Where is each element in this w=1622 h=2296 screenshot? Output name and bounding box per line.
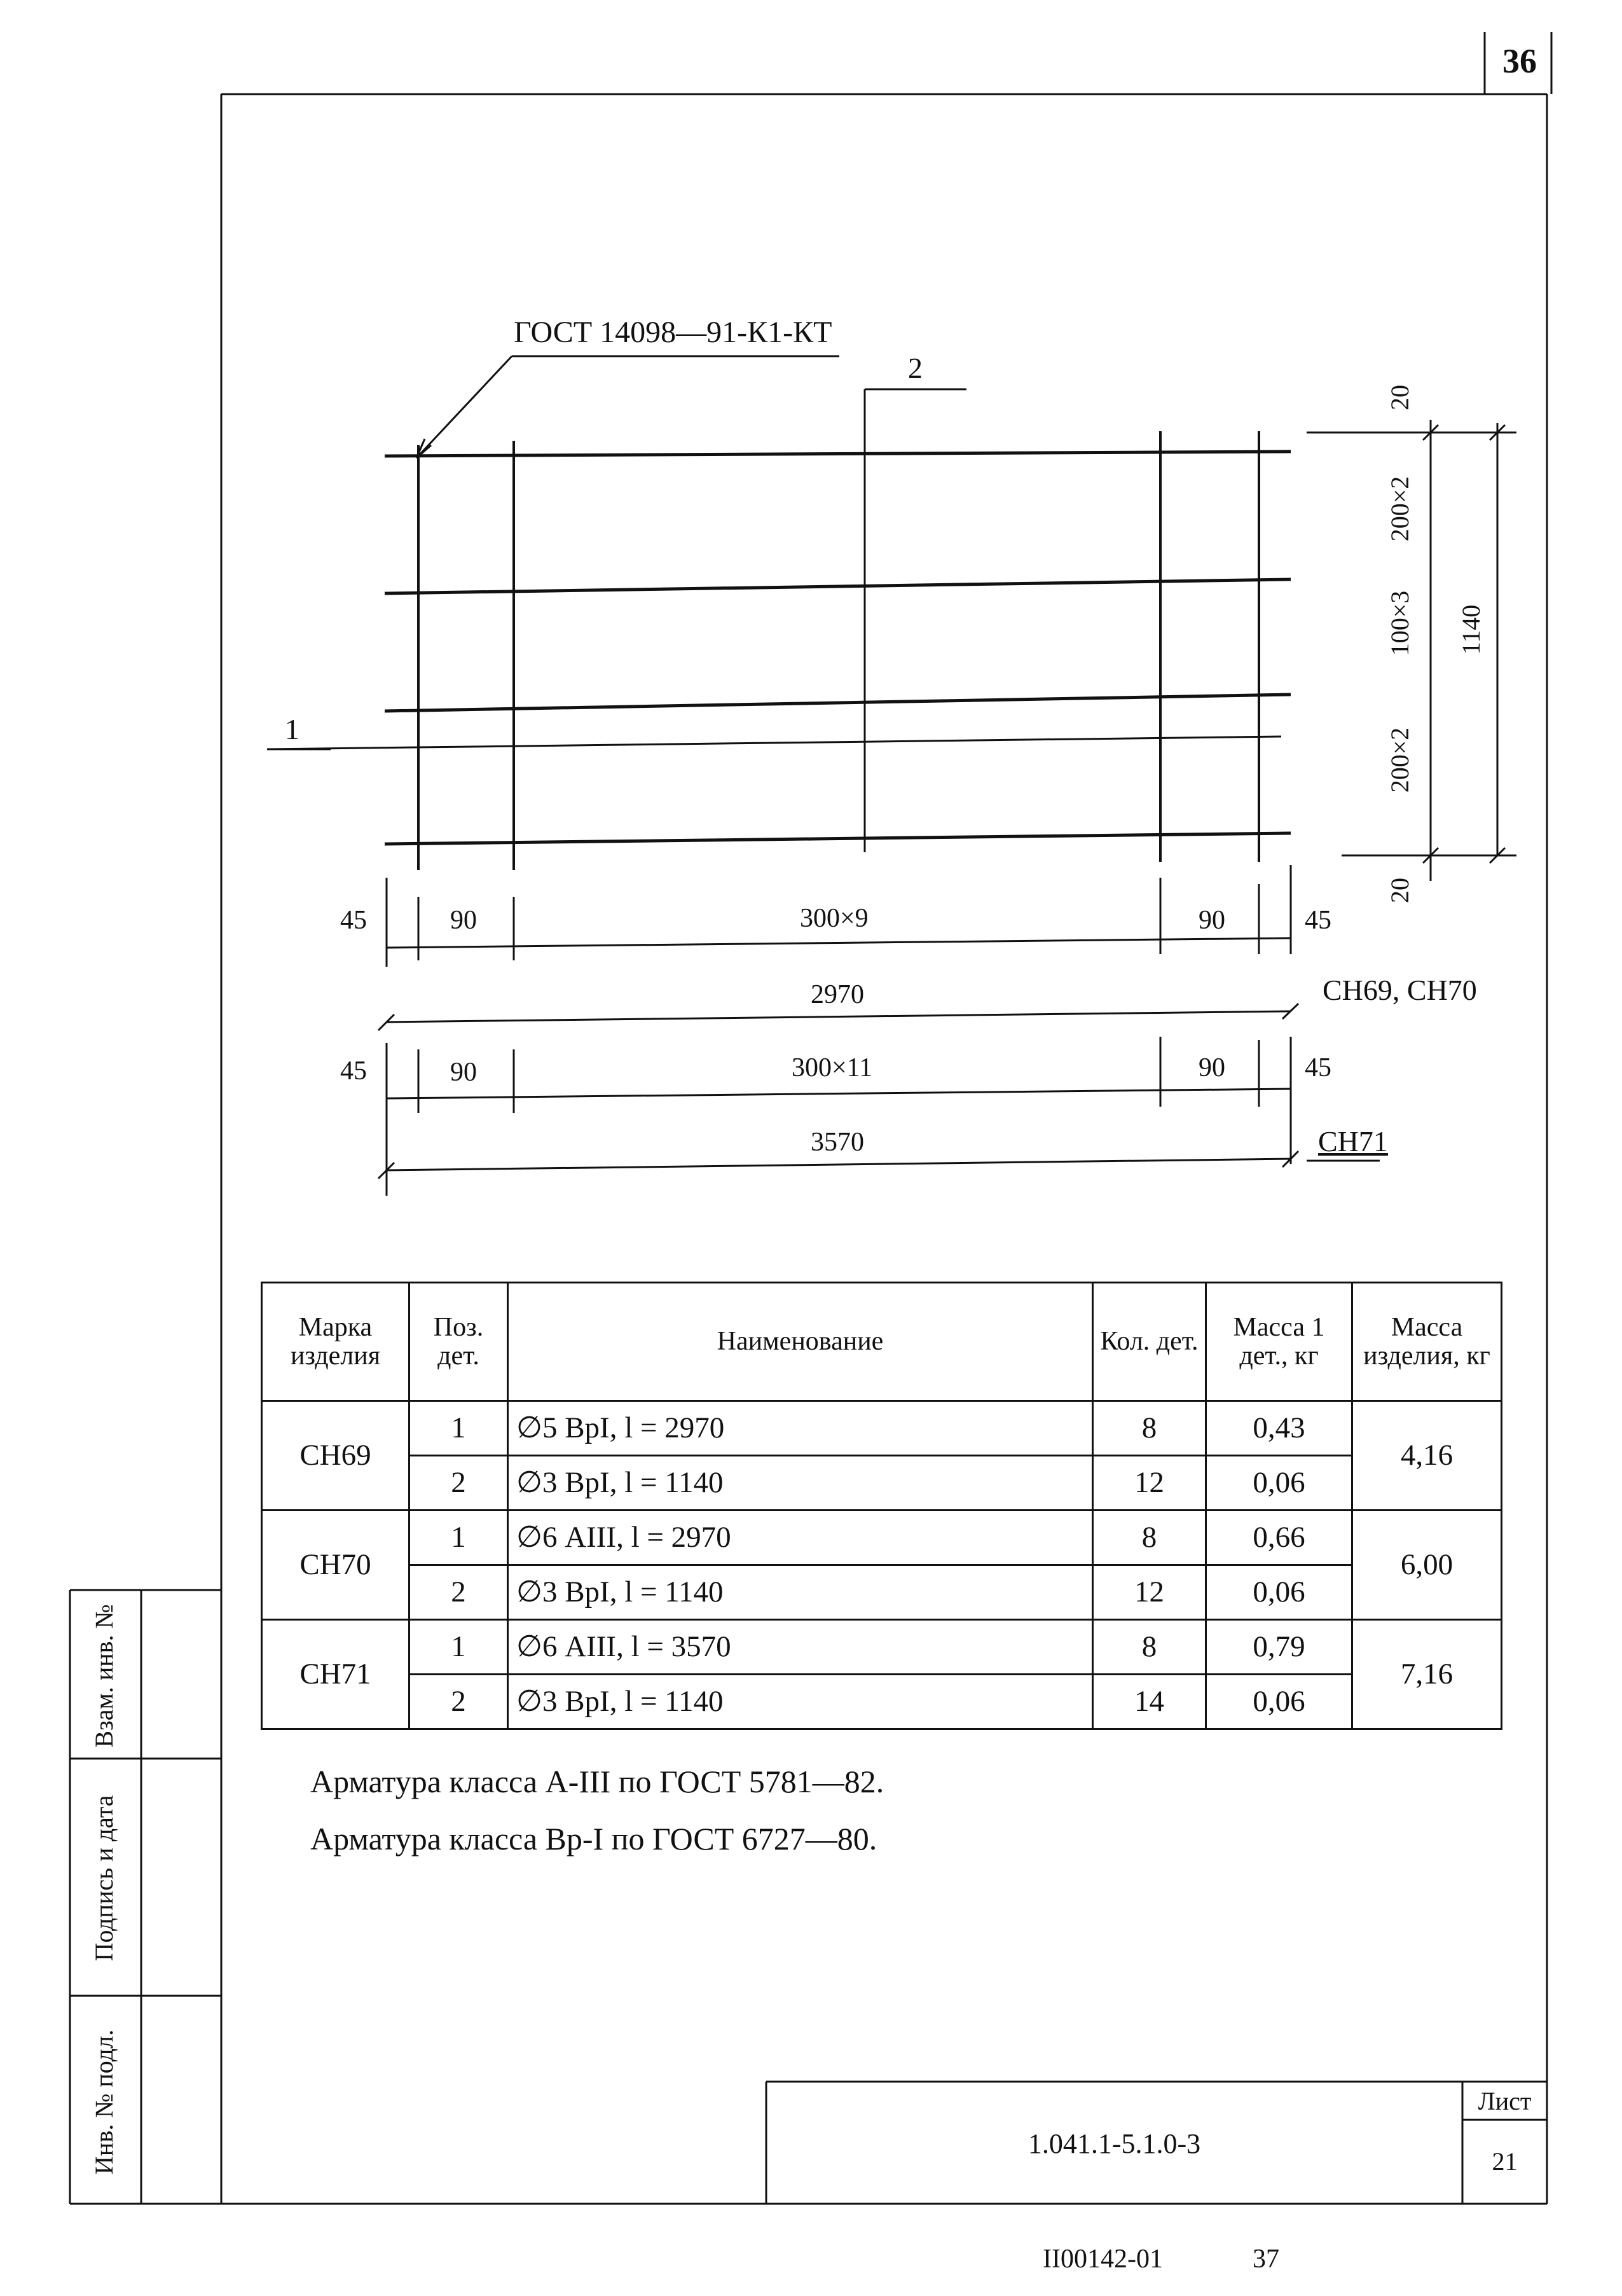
note-class-vr1: Арматура класса Вр-I по ГОСТ 6727—80. [310, 1821, 877, 1857]
table-row [262, 1401, 1502, 1456]
dim-top-edge: 20 [1385, 385, 1414, 410]
cell-quantity: 8 [1093, 1401, 1206, 1456]
note-class-a3: Арматура класса А-III по ГОСТ 5781—82. [310, 1764, 884, 1799]
table-row [262, 1675, 1502, 1729]
cell-mass-item: 4,16 [1352, 1401, 1502, 1511]
dim-middle-spacing: 100×3 [1385, 590, 1414, 656]
dim-bottom-edge: 20 [1385, 878, 1414, 903]
cell-name: ∅5 ВрI, l = 2970 [508, 1401, 1093, 1456]
stamp-inv-original: Инв. № подл. [90, 2030, 118, 2175]
dims-bottom [378, 865, 1380, 1196]
header-mass-item: Масса изделия, кг [1352, 1283, 1502, 1401]
cell-mass-one: 0,43 [1206, 1401, 1352, 1456]
dim-row2-edge-left: 45 [340, 1056, 367, 1086]
sheet-label: Лист [1478, 2087, 1532, 2115]
cell-mass-one: 0,06 [1206, 1456, 1352, 1511]
cell-name: ∅3 ВрI, l = 1140 [508, 1565, 1093, 1620]
table-row [262, 1511, 1502, 1565]
cell-mass-item: 7,16 [1352, 1620, 1502, 1729]
table-header-row [262, 1283, 1502, 1401]
specification-table [261, 1282, 1502, 1730]
header-name: Наименование [508, 1283, 1093, 1401]
dim-row2-marks: СН71 [1318, 1125, 1388, 1158]
cell-name: ∅6 АIII, l = 2970 [508, 1511, 1093, 1565]
cell-mass-item: 6,00 [1352, 1511, 1502, 1620]
cell-mass-one: 0,79 [1206, 1620, 1352, 1675]
header-position: Поз. дет. [409, 1283, 508, 1401]
sheet-number-top: 36 [1502, 42, 1537, 80]
dim-row1-last: 90 [1199, 906, 1225, 935]
cell-mass-one: 0,66 [1206, 1511, 1352, 1565]
dim-row2-total: 3570 [811, 1128, 864, 1157]
dim-row1-edge-left: 45 [340, 906, 367, 935]
cell-mass-one: 0,06 [1206, 1675, 1352, 1729]
archive-code: II00142-01 [1043, 2244, 1163, 2274]
cell-name: ∅6 АIII, l = 3570 [508, 1620, 1093, 1675]
dim-total-height: 1140 [1457, 604, 1485, 655]
dim-row2-middle: 300×11 [792, 1053, 873, 1082]
cell-quantity: 12 [1093, 1565, 1206, 1620]
table-row [262, 1620, 1502, 1675]
mesh-bar-longitudinal-5 [385, 833, 1291, 844]
cell-mark: СН69 [262, 1401, 409, 1511]
dim-row1-middle: 300×9 [800, 904, 869, 933]
header-quantity: Кол. дет. [1093, 1283, 1206, 1401]
table-row [262, 1456, 1502, 1511]
cell-name: ∅3 ВрI, l = 1140 [508, 1675, 1093, 1729]
dim-row2-edge-right: 45 [1305, 1053, 1331, 1082]
cell-position: 2 [409, 1675, 508, 1729]
page-number: 37 [1253, 2244, 1279, 2274]
cell-position: 2 [409, 1456, 508, 1511]
stamp-signature-date: Подпись и дата [90, 1795, 118, 1961]
cell-mass-one: 0,06 [1206, 1565, 1352, 1620]
dim-row1-first: 90 [450, 906, 477, 935]
position-label-2: 2 [908, 352, 923, 384]
mesh-drawing [267, 356, 1291, 870]
cell-quantity: 8 [1093, 1620, 1206, 1675]
dim-lower-spacing: 200×2 [1385, 727, 1414, 793]
mesh-bar-longitudinal-2 [385, 579, 1291, 593]
stamp-replaced-inv: Взам. инв. № [90, 1604, 118, 1748]
dim-row2-first: 90 [450, 1058, 477, 1087]
cell-mark: СН71 [262, 1620, 409, 1729]
cell-position: 1 [409, 1401, 508, 1456]
sheet-number: 21 [1492, 2147, 1518, 2176]
table-row [262, 1565, 1502, 1620]
cell-position: 1 [409, 1511, 508, 1565]
mesh-bar-longitudinal-3 [385, 695, 1291, 711]
position-label-1: 1 [285, 713, 299, 745]
cell-name: ∅3 ВрI, l = 1140 [508, 1456, 1093, 1511]
header-mark: Марка изделия [262, 1283, 409, 1401]
cell-position: 1 [409, 1620, 508, 1675]
cell-quantity: 8 [1093, 1511, 1206, 1565]
cell-quantity: 12 [1093, 1456, 1206, 1511]
dim-upper-spacing: 200×2 [1385, 476, 1414, 542]
dim-row2-last: 90 [1199, 1053, 1225, 1082]
cell-position: 2 [409, 1565, 508, 1620]
cell-quantity: 14 [1093, 1675, 1206, 1729]
dim-row1-edge-right: 45 [1305, 906, 1331, 935]
header-mass-one: Масса 1 дет., кг [1206, 1283, 1352, 1401]
mesh-bar-longitudinal-1 [385, 452, 1291, 456]
dim-row1-marks: СН69, СН70 [1323, 974, 1477, 1006]
dim-row1-total: 2970 [811, 980, 864, 1009]
cell-mark: СН70 [262, 1511, 409, 1620]
weld-reference: ГОСТ 14098—91-К1-КТ [514, 315, 832, 349]
document-code: 1.041.1-5.1.0-3 [1027, 2128, 1201, 2159]
